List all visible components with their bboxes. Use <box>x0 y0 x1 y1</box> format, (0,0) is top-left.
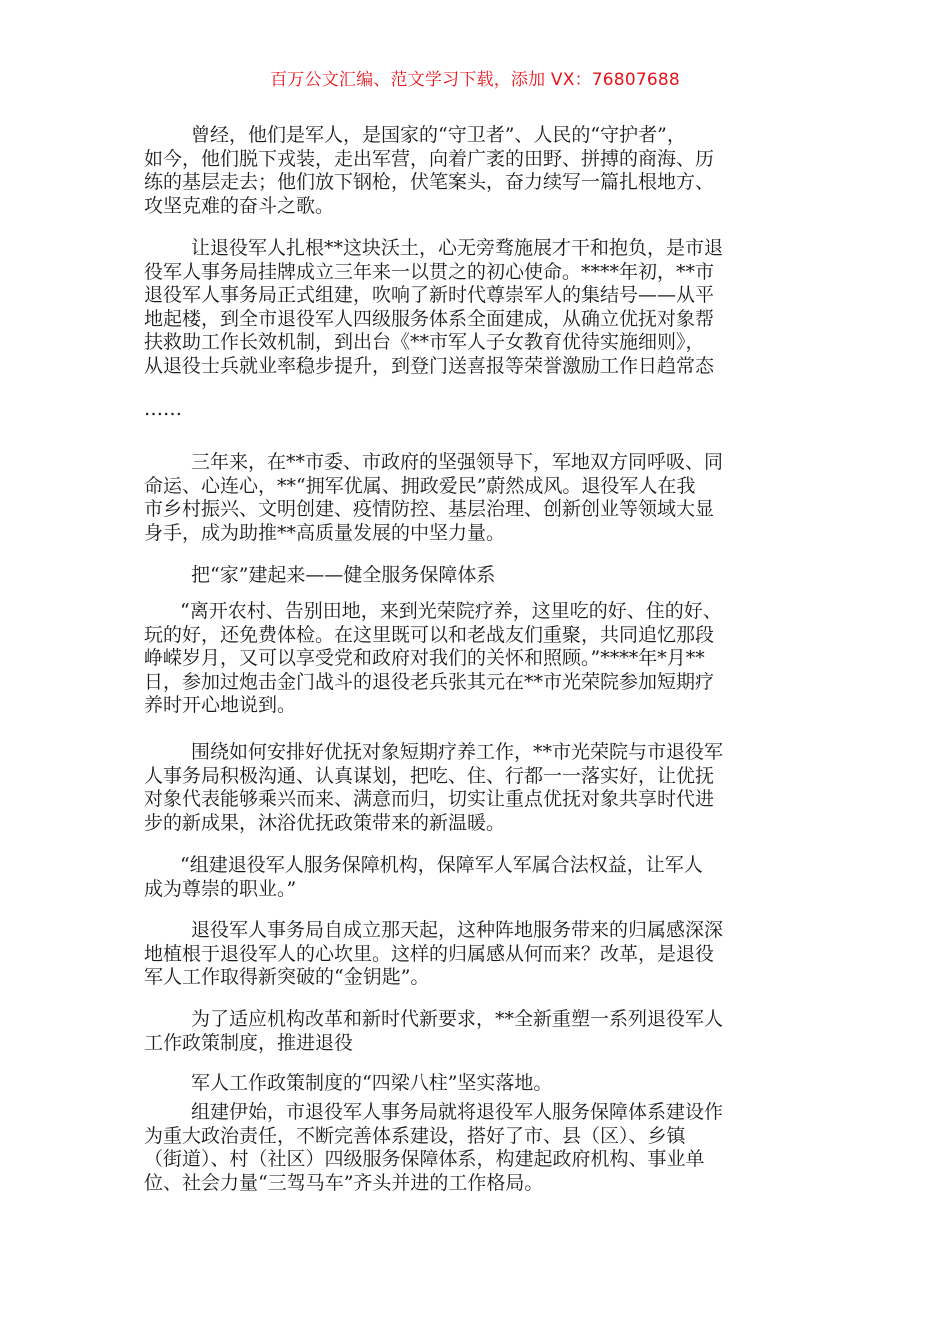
paragraph-9 <box>144 1072 802 1096</box>
text-line: 为了适应机构改革和新时代新要求，**全新重塑一系列退役军人 <box>191 1008 724 1030</box>
text-line: 如今，他们脱下戎装，走出军营，向着广袤的田野、拼搏的商海、历 <box>144 147 715 170</box>
text-line: 攻坚克难的奋斗之歌。 <box>144 194 335 217</box>
text-line: 军人工作政策制度的“四梁八柱”坚实落地。 <box>191 1072 553 1094</box>
text-line: 为重大政治责任，不断完善体系建设，搭好了市、县（区）、乡镇 <box>144 1124 686 1147</box>
text-line: 峥嵘岁月，又可以享受党和政府对我们的关怀和照顾。”****年*月** <box>144 647 705 670</box>
paragraph-1 <box>144 124 802 218</box>
text-line: “离开农村、告别田地，来到光荣院疗养，这里吃的好、住的好、 <box>180 600 722 622</box>
paragraph-7 <box>144 919 802 990</box>
text-line: 人事务局积极沟通、认真谋划，把吃、住、行都一一落实好，让优抚 <box>144 764 715 787</box>
text-line: 命运、心连心，**“拥军优属、拥政爱民”蔚然成风。退役军人在我 <box>144 474 696 497</box>
text-line: 养时开心地说到。 <box>144 694 297 717</box>
paragraph-2 <box>144 237 802 379</box>
text-line: （街道）、村（社区）四级服务保障体系，构建起政府机构、事业单 <box>144 1148 705 1171</box>
text-line: 位、社会力量“三驾马车”齐头并进的工作格局。 <box>144 1171 544 1194</box>
text-line: 步的新成果，沐浴优抚政策带来的新温暖。 <box>144 811 506 834</box>
ellipsis-line <box>144 398 802 422</box>
paragraph-6 <box>144 854 802 901</box>
text-line: 工作政策制度，推进退役 <box>144 1031 354 1054</box>
paragraph-4 <box>144 600 802 718</box>
text-line: 围绕如何安排好优抚对象短期疗养工作，**市光荣院与市退役军 <box>191 741 724 763</box>
text-line: 退役军人事务局自成立那天起，这种阵地服务带来的归属感深深 <box>191 919 724 941</box>
text-line: 市乡村振兴、文明创建、疫情防控、基层治理、创新创业等领域大显 <box>144 498 715 521</box>
watermark-banner: 百万公文汇编、范文学习下载，添加 VX：76807688 <box>270 70 680 90</box>
text-line: 军人工作取得新突破的“金钥匙”。 <box>144 966 430 989</box>
text-line: 三年来，在**市委、市政府的坚强领导下，军地双方同呼吸、同 <box>191 451 724 473</box>
paragraph-8 <box>144 1008 802 1055</box>
text-line: 扶救助工作长效机制，到出台《**市军人子女教育优待实施细则》， <box>144 331 705 354</box>
text-line: 地植根于退役军人的心坎里。这样的归属感从何而来？改革，是退役 <box>144 942 715 965</box>
text-line: 地起楼，到全市退役军人四级服务体系全面建成，从确立优抚对象帮 <box>144 307 715 330</box>
paragraph-3 <box>144 451 802 545</box>
paragraph-10 <box>144 1101 802 1195</box>
text-line: 从退役士兵就业率稳步提升，到登门送喜报等荣誉激励工作日趋常态 <box>144 354 715 377</box>
text-line: 曾经，他们是军人，是国家的“守卫者”、人民的“守护者”， <box>191 124 686 146</box>
text-line: 组建伊始，市退役军人事务局就将退役军人服务保障体系建设作 <box>191 1101 724 1123</box>
text-line: 退役军人事务局正式组建，吹响了新时代尊崇军人的集结号——从平 <box>144 284 715 307</box>
paragraph-5 <box>144 741 802 835</box>
text-line: 玩的好，还免费体检。在这里既可以和老战友们重聚，共同追忆那段 <box>144 623 715 646</box>
text-line: 日，参加过炮击金门战斗的退役老兵张其元在**市光荣院参加短期疗 <box>144 670 715 693</box>
text-line: 役军人事务局挂牌成立三年来一以贯之的初心使命。****年初，**市 <box>144 260 715 283</box>
text-line: 练的基层走去；他们放下钢枪，伏笔案头，奋力续写一篇扎根地方、 <box>144 171 715 194</box>
section-heading <box>144 564 802 588</box>
text-line: 对象代表能够乘兴而来、满意而归，切实让重点优抚对象共享时代进 <box>144 788 715 811</box>
text-line: “组建退役军人服务保障机构，保障军人军属合法权益，让军人 <box>180 854 703 876</box>
text-line: 成为尊崇的职业。” <box>144 877 297 900</box>
text-line: 身手，成为助推**高质量发展的中坚力量。 <box>144 521 506 544</box>
text-line: …… <box>144 398 182 420</box>
heading-text: 把“家”建起来——健全服务保障体系 <box>191 564 496 586</box>
text-line: 让退役军人扎根**这块沃土，心无旁骛施展才干和抱负，是市退 <box>191 237 724 259</box>
